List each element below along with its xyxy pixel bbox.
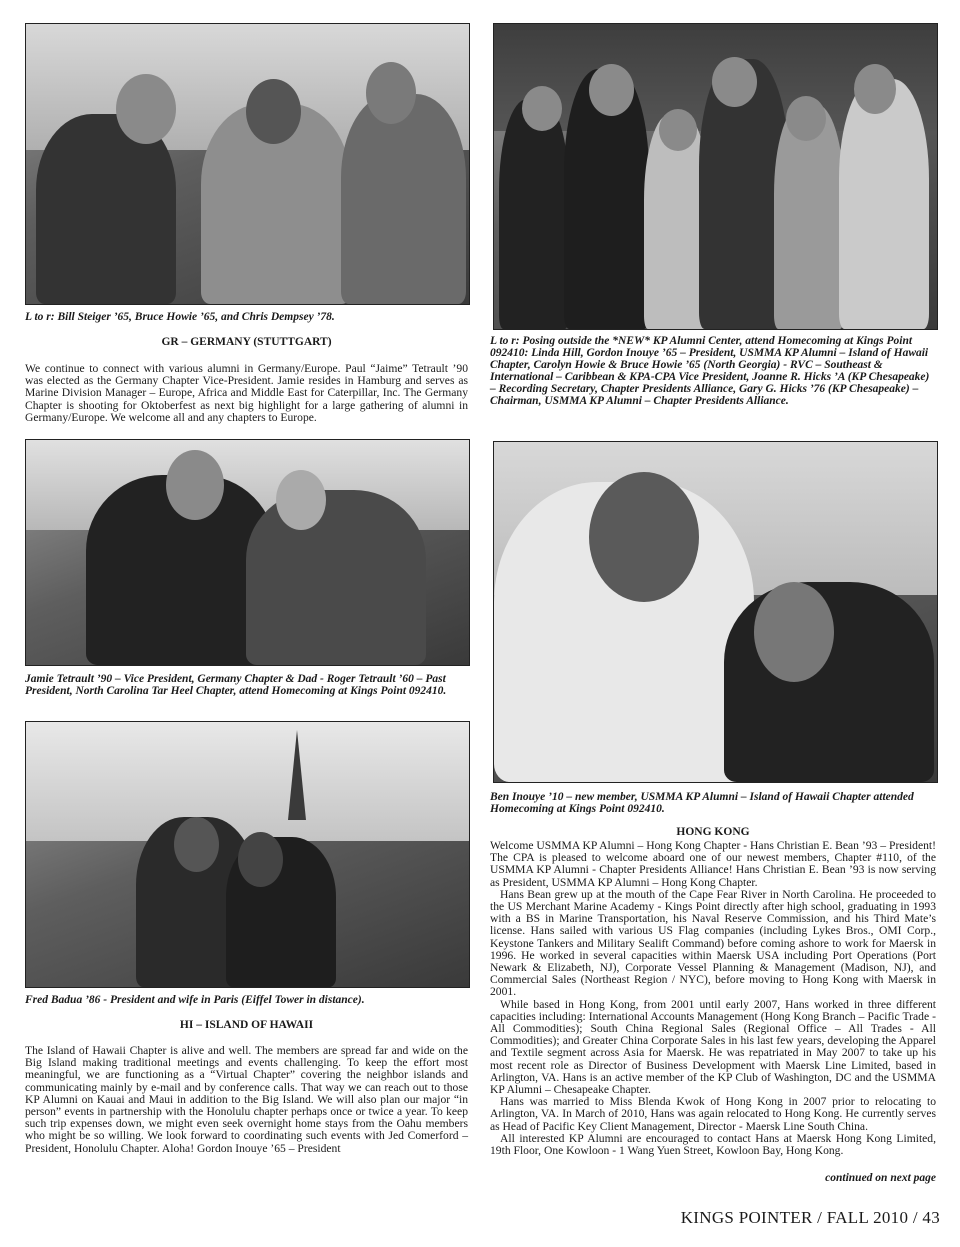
hongkong-paragraph-4: Hans was married to Miss Blenda Kwok of Hong Kong in 2007 prior to relocating to Arlington, VA. In March of 2010, Hans was again relocated to Hong Kong. He currently serves as Head of Pacific Key Client Management, Director - Maersk Line South China. <box>490 1095 936 1133</box>
photo-paris <box>25 721 470 988</box>
hongkong-paragraph-3: While based in Hong Kong, from 2001 until early 2007, Hans worked in three different capacities including: International Accounts Management (Hong Kong Branch – Pacific Trade - All Commodities); South China Regional Sales (Regional Office – All Trades - All Commodities); and Greater China Corporate Sales in his last few years, developing the Apparel and Textile segment across Asia for Maersk. He was repatriated in May 2007 to take up his most recent role as Director of Business Development with Maersk Line Limited, based in Arlington, VA. Hans is an active member of the KP Club of Washington, DC and the USMMA KP Alumni – Chesapeake Chapter. <box>490 997 936 1097</box>
hongkong-paragraph-1: Welcome USMMA KP Alumni – Hong Kong Chapter - Hans Christian E. Bean ’93 – President! The CPA is pleased to welcome aboard one of our newest members, Chapter #110, of the USMMA KP Alumni - Chapter Presidents Alliance! Hans Christian E. Bean ’93 is now serving as President, USMMA KP Alumni – Hong Kong Chapter. <box>490 839 936 889</box>
germany-body <box>25 363 468 424</box>
hawaii-body <box>25 1045 468 1155</box>
hawaii-heading: HI – ISLAND OF HAWAII <box>179 1019 314 1031</box>
continued-note: continued on next page <box>825 1172 936 1184</box>
hongkong-paragraph-5: All interested KP Alumni are encouraged to contact Hans at Maersk Hong Kong Limited, 19th Floor, One Kowloon - 1 Wang Yuen Street, Kowloon Bay, Hong Kong. <box>490 1131 936 1158</box>
hongkong-paragraph-2: Hans Bean grew up at the mouth of the Cape Fear River in North Carolina. He proceeded to the US Merchant Marine Academy - Kings Point directly after high school, graduating in 1993 with a BS in Marine Transportation, his Naval Reserve Commission, and his Third Mate’s license. Hans sailed with various US Flag companies (including Lykes Bros., OMI Corp., Keystone Tankers and Military Sealift Command) before coming ashore to work for Maersk in 1996. He worked in several capacities within Maersk USA including Port Operations (Port Newark & Elizabeth, NJ), Corporate Vessel Planning & Management (Madison, NJ), and Commercial Sales (Northeast Region / NYC), before moving to Hong Kong with Maersk in 2001. <box>490 887 936 999</box>
caption-photo-2: L to r: Posing outside the *NEW* KP Alumni Center, attend Homecoming at Kings Point 092410: Linda Hill, Gordon Inouye ’65 – President, USMMA KP Alumni – Island of Hawaii Chapter, Carolyn Howie & Bruce Howie ’65 (North Georgia) - RVC – Southeast & International – Caribbean & KPA-CPA Vice President, Joanne R. Hicks ’A (KP Chesapeake) – Recording Secretary, Chapter Presidents Alliance, Gary G. Hicks ’76 (KP Chesapeake) – Chairman, USMMA KP Alumni – Chapter Presidents Alliance. <box>490 335 930 407</box>
caption-photo-4: Ben Inouye ’10 – new member, USMMA KP Alumni – Island of Hawaii Chapter attended Homecoming at Kings Point 092410. <box>490 791 914 815</box>
germany-paragraph: We continue to connect with various alumni in Germany/Europe. Paul “Jaime” Tetrault ’90 was elected as the Germany Chapter Vice-President. Jamie resides in Hamburg and serves as Marine Division Manager – Europe, Africa and Middle East for Caterpillar, Inc. The Germany Chapter is shooting for Oktoberfest as next big highlight for a large gathering of alumni in Germany/Europe. We welcome all and any chapters to Europe. <box>25 362 468 424</box>
germany-heading: GR – GERMANY (STUTTGART) <box>161 336 332 348</box>
photo-ben-inouye <box>493 441 938 783</box>
photo-steiger-howie-dempsey <box>25 23 470 305</box>
eiffel-tower-icon <box>288 730 306 820</box>
caption-photo-5: Fred Badua ’86 - President and wife in Paris (Eiffel Tower in distance). <box>25 994 365 1006</box>
caption-photo-1: L to r: Bill Steiger ’65, Bruce Howie ’65, and Chris Dempsey ’78. <box>25 311 335 323</box>
page-footer: KINGS POINTER / FALL 2010 / 43 <box>680 1208 940 1227</box>
hongkong-body <box>490 840 936 1157</box>
caption-photo-3: Jamie Tetrault ’90 – Vice President, Germany Chapter & Dad - Roger Tetrault ’60 – Past President, North Carolina Tar Heel Chapter, attend Homecoming at Kings Point 092410. <box>25 673 447 697</box>
hongkong-heading: HONG KONG <box>676 826 750 838</box>
photo-alumni-center-group <box>493 23 938 330</box>
hawaii-paragraph: The Island of Hawaii Chapter is alive and well. The members are spread far and wide on the Big Island making traditional meetings and events challenging. To keep the effort most meaningful, we are functioning as a “Virtual Chapter” covering the neighbor islands and communicating mainly by e-mail and by conference calls. That way we can reach out to those KP Alumni on Kauai and Maui in addition to the Big Island. We will also plan our major “in person” events in partnership with the Honolulu chapter perhaps once or twice a year. To keep such trip expenses down, we might even seek overnight home stays from the Oahu members who might be so willing. We look forward to coordinating such events with Jed Comerford – President, Honolulu Chapter. Aloha! Gordon Inouye ’65 – President <box>25 1044 468 1155</box>
photo-tetrault <box>25 439 470 666</box>
